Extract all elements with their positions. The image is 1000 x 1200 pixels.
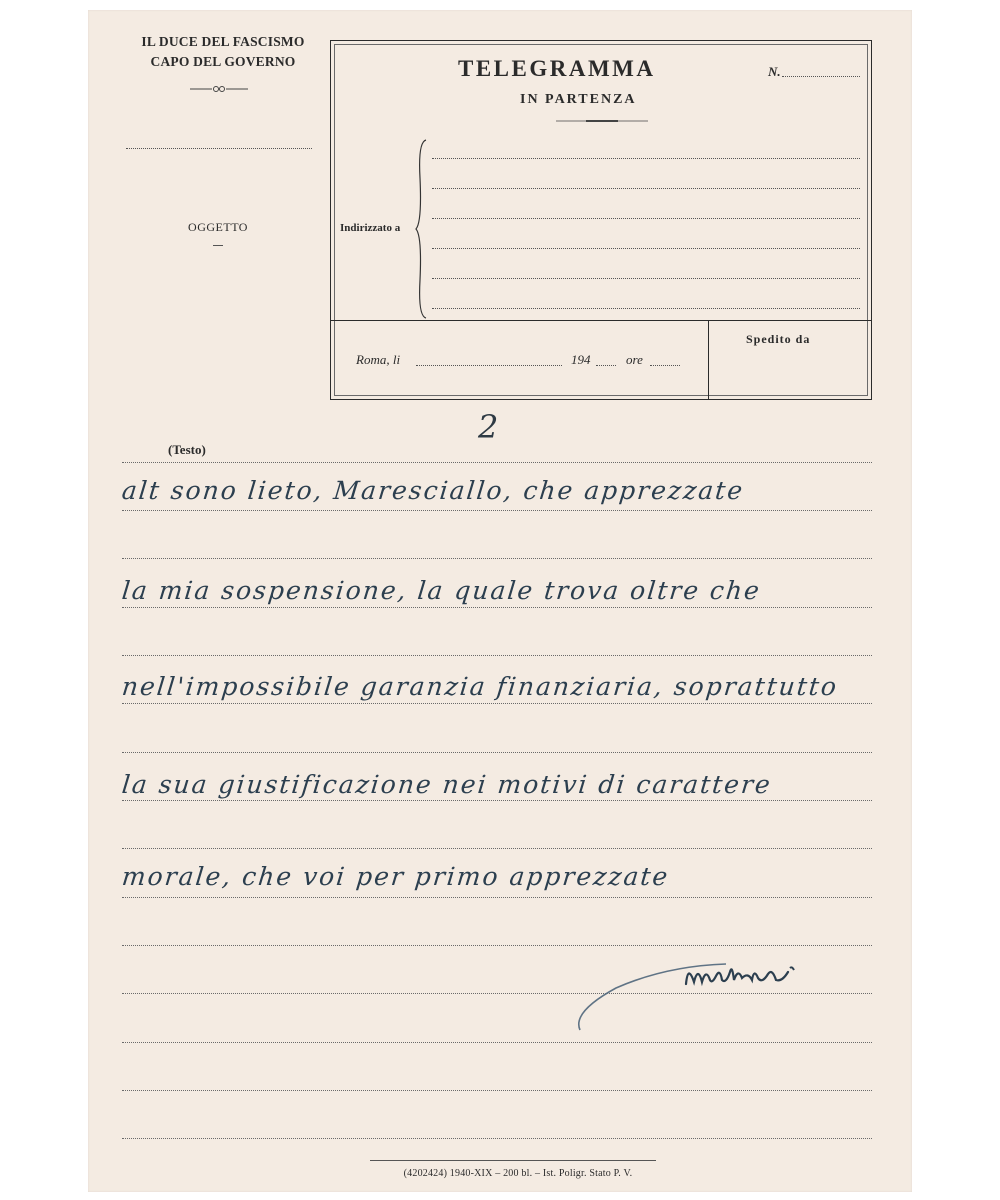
printer-footer: (4202424) 1940-XIX – 200 bl. – Ist. Poligr. Stato P. V. [403, 1168, 633, 1179]
text-ruled-line [122, 607, 872, 608]
address-line [432, 188, 860, 189]
text-ruled-line [122, 510, 872, 511]
address-line [432, 248, 860, 249]
telegram-sheet [88, 10, 912, 1192]
letterhead [108, 32, 338, 72]
text-ruled-line [122, 945, 872, 946]
time-label: ore [626, 352, 643, 367]
handwritten-line: morale, che voi per primo apprezzate [120, 862, 671, 891]
box-divider-vertical [708, 320, 709, 400]
text-ruled-line [122, 1042, 872, 1043]
text-ruled-line [122, 703, 872, 704]
date-field [416, 365, 562, 366]
oggetto-dash [213, 245, 223, 246]
handwritten-line: alt sono lieto, Maresciallo, che apprezzate [120, 476, 746, 505]
year-label: 194 [571, 352, 591, 367]
telegram-subtitle: IN PARTENZA [520, 92, 637, 107]
letterhead-line-1: IL DUCE DEL FASCISMO [141, 34, 305, 49]
page-number: 2 [478, 408, 499, 446]
address-line [432, 218, 860, 219]
oggetto-label: OGGETTO [188, 220, 248, 234]
letterhead-dotted-line [126, 148, 312, 149]
place-date-label: Roma, li [356, 352, 401, 367]
text-ruled-line [122, 752, 872, 753]
box-divider-horizontal [330, 320, 872, 321]
address-line [432, 308, 860, 309]
ornament-icon [190, 84, 248, 94]
number-field [782, 76, 860, 77]
time-field [650, 365, 680, 366]
text-ruled-line [122, 462, 872, 463]
letterhead-line-2: CAPO DEL GOVERNO [150, 54, 296, 69]
handwritten-line: la mia sospensione, la quale trova oltre che [120, 576, 763, 605]
text-ruled-line [122, 1138, 872, 1139]
text-label: (Testo) [168, 442, 206, 457]
handwritten-line: la sua giustificazione nei motivi di carattere [120, 770, 774, 799]
text-ruled-line [122, 558, 872, 559]
text-ruled-line [122, 655, 872, 656]
sent-by-label: Spedito da [746, 332, 811, 346]
text-ruled-line [122, 1090, 872, 1091]
signature-drawing [576, 954, 824, 1038]
telegram-title: TELEGRAMMA [458, 56, 656, 81]
year-field [596, 365, 616, 366]
address-line [432, 278, 860, 279]
address-label: Indirizzato a [340, 222, 401, 234]
brace-icon [414, 138, 428, 320]
number-label: N. [768, 64, 781, 79]
title-rule [556, 118, 648, 124]
handwritten-line: nell'impossibile garanzia finanziaria, soprattutto [120, 672, 840, 701]
footer-rule [370, 1160, 656, 1161]
address-line [432, 158, 860, 159]
text-ruled-line [122, 848, 872, 849]
text-ruled-line [122, 897, 872, 898]
text-ruled-line [122, 800, 872, 801]
